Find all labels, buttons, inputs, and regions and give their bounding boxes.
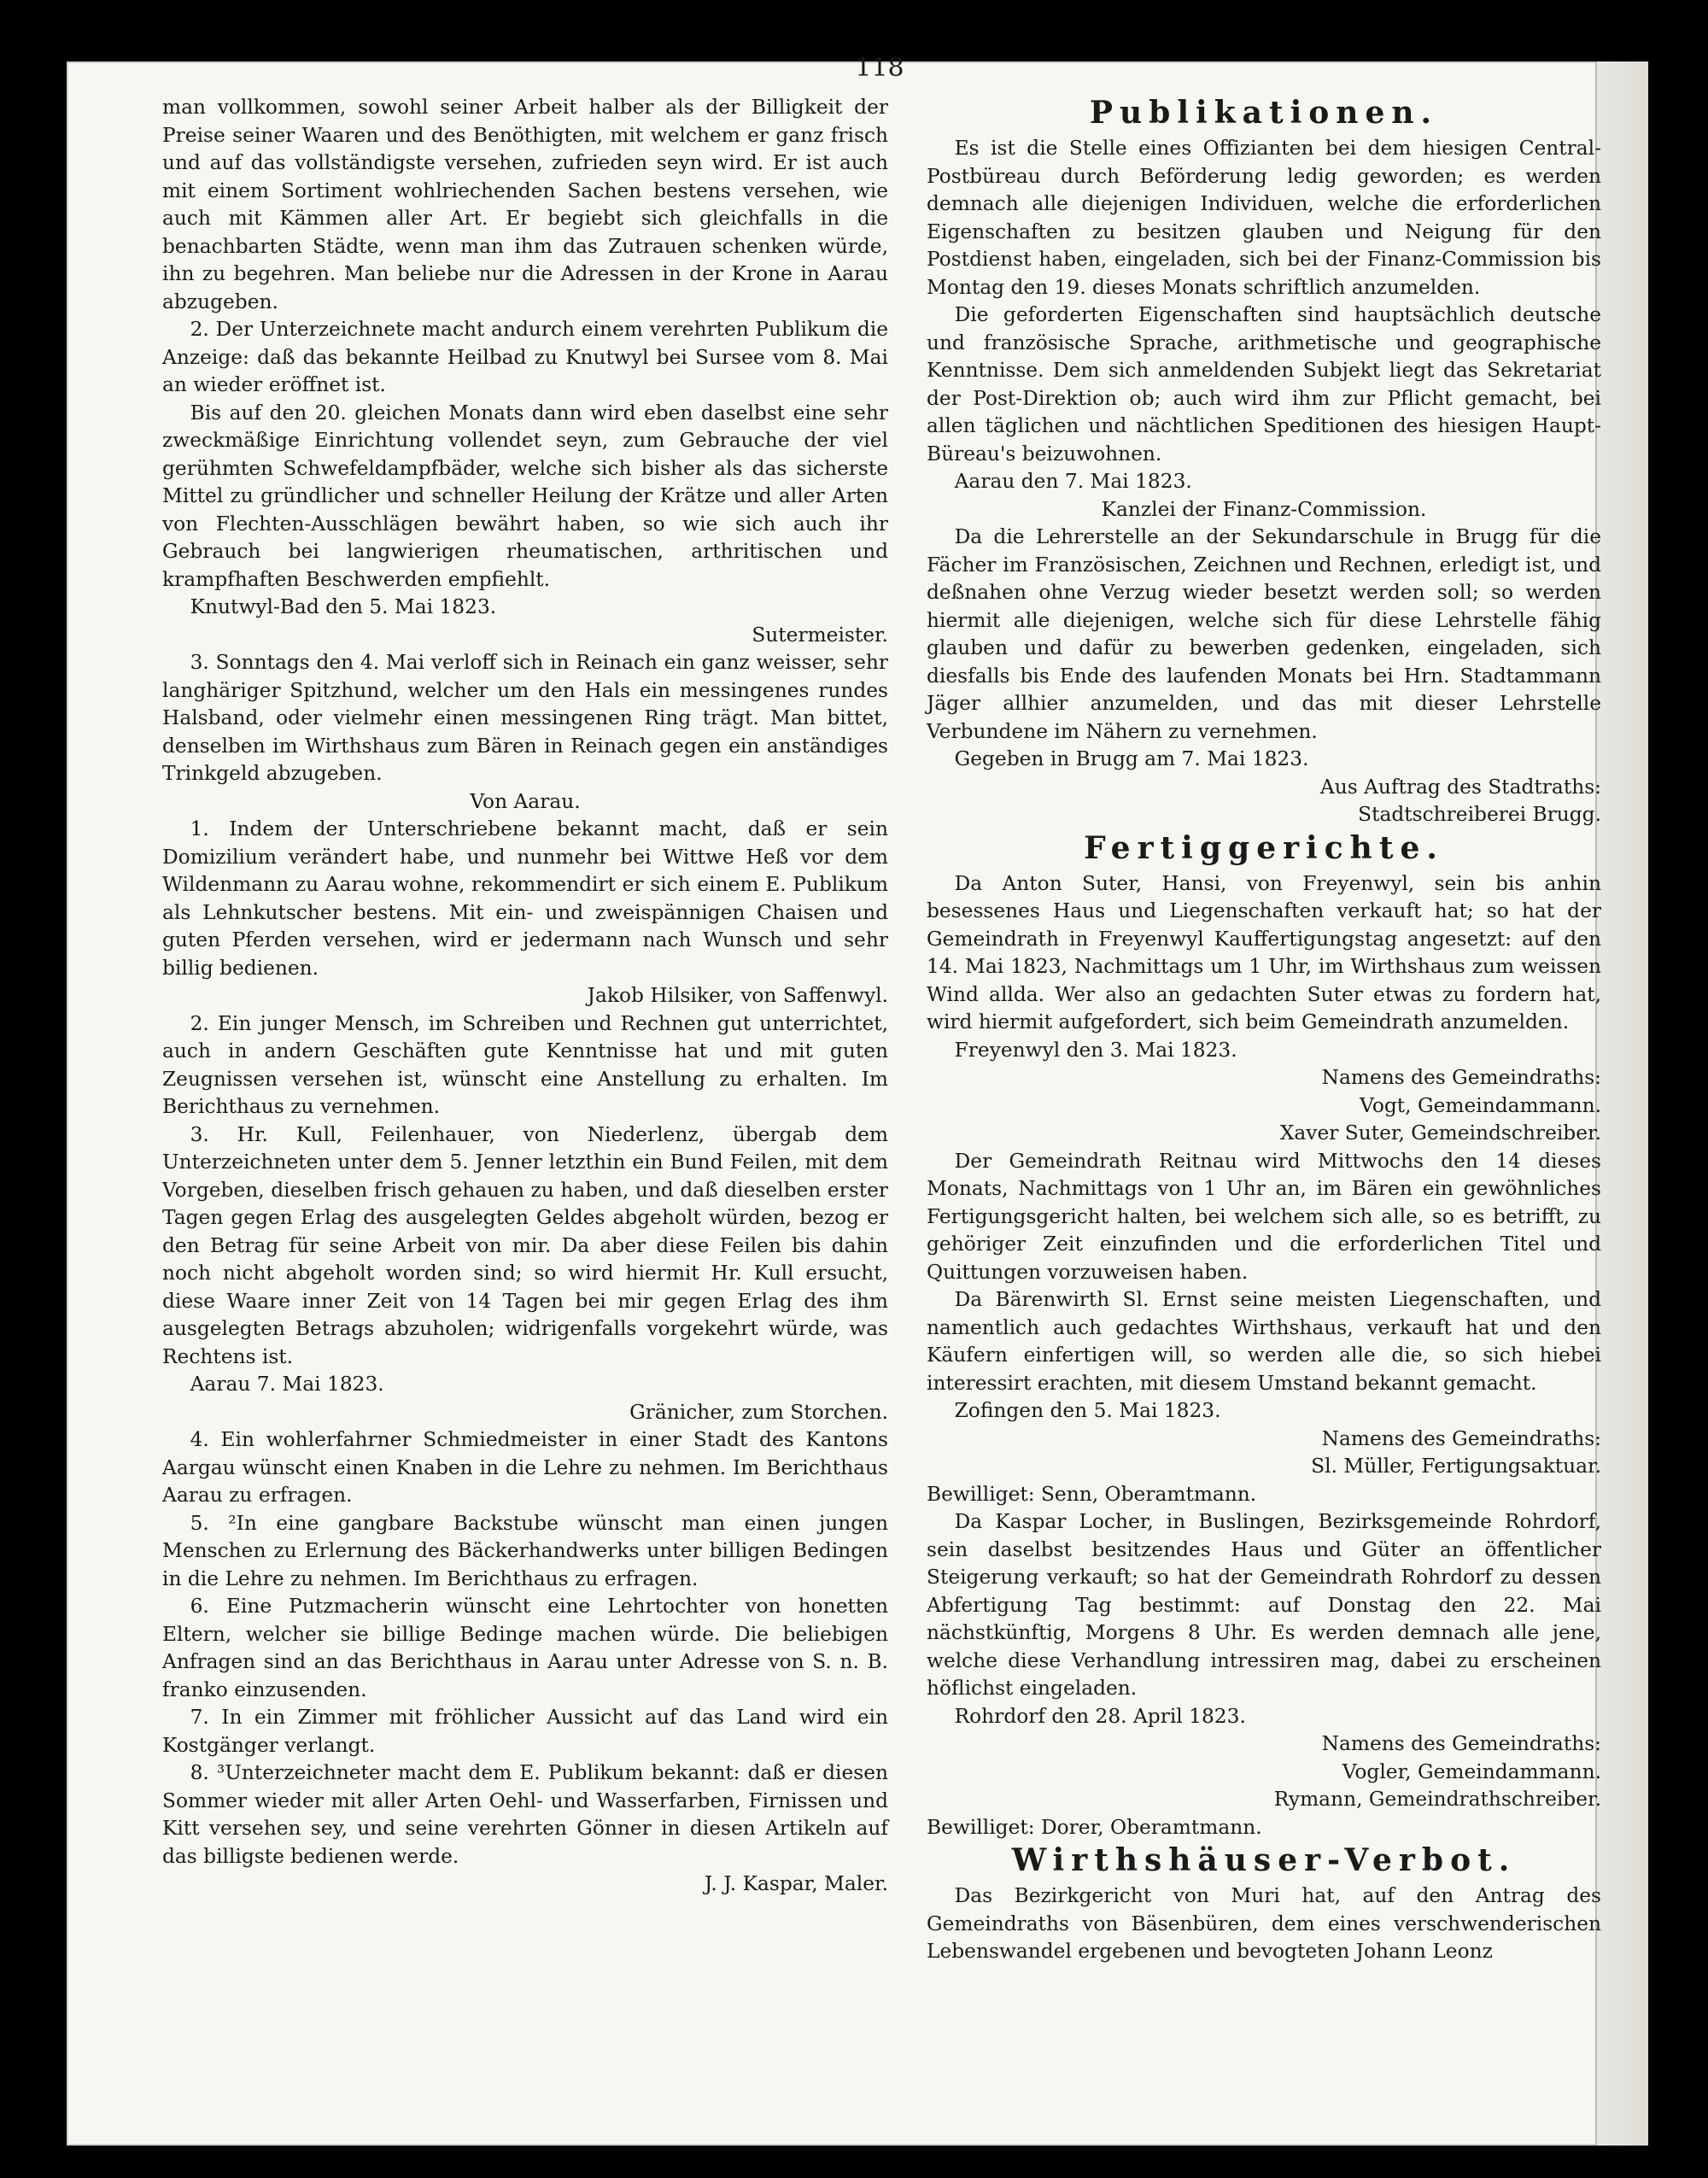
signature: Vogt, Gemeindammann.	[1360, 1093, 1601, 1117]
page-number: 118	[855, 53, 904, 83]
signature: Rymann, Gemeindrathschreiber.	[1273, 1788, 1601, 1811]
signature: Aus Auftrag des Stadtraths:	[1319, 775, 1601, 799]
signature: Namens des Gemeindraths:	[1321, 1066, 1601, 1089]
left-column	[162, 94, 888, 1899]
dateline: Knutwyl-Bad den 5. Mai 1823.	[190, 595, 497, 618]
signature: Sutermeister.	[752, 623, 888, 647]
dateline: Zofingen den 5. Mai 1823.	[954, 1399, 1221, 1422]
paragraph: Da die Lehrerstelle an der Sekundarschule in Brugg für die Fächer im Französischen, Zeichnen und Rechnen, erledigt ist, und deßnahen ohne Verzug wieder besetzt werden soll; so werden hiermit alle diejenigen, welche sich für diese Lehrstelle fähig glauben und dafür zu bewerben gedenken, eingeladen, sich diesfalls bis Ende des laufenden Monats bei Hrn. Stadtammann Jäger allhier anzumelden, und das mit dieser Lehrstelle Verbundene im Nähern zu vernehmen.	[927, 525, 1601, 743]
signature: Stadtschreiberei Brugg.	[1358, 803, 1601, 826]
signature: Namens des Gemeindraths:	[1321, 1732, 1601, 1755]
paragraph: Die geforderten Eigenschaften sind hauptsächlich deutsche und französische Sprache, arithmetische und geographische Kenntnisse. Dem sich anmeldenden Subjekt liegt das Sekretariat der Post-Direktion ob; auch wird ihm zur Pflicht gemacht, bei allen täglichen und nächtlichen Speditionen des hiesigen Haupt-Büreau's beizuwohnen.	[927, 303, 1601, 465]
approval-line: Bewilliget: Dorer, Oberamtmann.	[927, 1815, 1262, 1839]
signature: Xaver Suter, Gemeindschreiber.	[1279, 1121, 1601, 1145]
signature: Sl. Müller, Fertigungsaktuar.	[1311, 1455, 1601, 1478]
paragraph: Der Gemeindrath Reitnau wird Mittwochs den 14 dieses Monats, Nachmittags von 1 Uhr an, im Bären ein gewöhnliches Fertigungsgericht halten, bei welchem sich alle, so es betrifft, zu gehöriger Zeit einzufinden und die erforderlichen Titel und Quittungen vorzuweisen haben.	[927, 1149, 1601, 1284]
paragraph: 3. Sonntags den 4. Mai verloff sich in Reinach ein ganz weisser, sehr langhäriger Spitzhund, welcher um den Hals ein messingenes rundes Halsband, oder vielmehr einen messingenen Ring trägt. Man bittet, denselben im Wirthshaus zum Bären in Reinach gegen ein anständiges Trinkgeld abzugeben.	[162, 651, 888, 785]
section-subheading: Von Aarau.	[470, 789, 581, 813]
signature: Gränicher, zum Storchen.	[629, 1400, 888, 1424]
heading-fertiggerichte: Fertiggerichte.	[1084, 829, 1444, 866]
paragraph: Das Bezirkgericht von Muri hat, auf den Antrag des Gemeindraths von Bäsenbüren, dem eines verschwenderischen Lebenswandel ergebenen und bevogteten Johann Leonz	[927, 1884, 1601, 1963]
signature: J. J. Kaspar, Maler.	[704, 1872, 888, 1895]
paragraph: 2. Ein junger Mensch, im Schreiben und Rechnen gut unterrichtet, auch in andern Geschäften gute Kenntnisse hat und mit guten Zeugnissen versehen ist, wünscht eine Anstellung zu erhalten. Im Berichthaus zu vernehmen.	[162, 1011, 888, 1118]
paragraph: 3. Hr. Kull, Feilenhauer, von Niederlenz, übergab dem Unterzeichneten unter dem 5. Jenner letzthin ein Bund Feilen, mit dem Vorgeben, dieselben frisch gehauen zu haben, und daß dieselben erster Tagen gegen Erlag des ausgelegten Geldes abgeholt würden, bezog er den Betrag für seine Arbeit von mir. Da aber diese Feilen bis dahin noch nicht abgeholt worden sind; so wird hiermit Hr. Kull ersucht, diese Waare inner Zeit von 14 Tagen bei mir gegen Erlag des ihm ausgelegten Betrags abzuholen; widrigenfalls vorgekehrt würde, was Rechtens ist.	[162, 1122, 888, 1368]
paragraph: 7. In ein Zimmer mit fröhlicher Aussicht auf das Land wird ein Kostgänger verlangt.	[162, 1706, 888, 1757]
paragraph: 6. Eine Putzmacherin wünscht eine Lehrtochter von honetten Eltern, welcher sie billige Bedinge machen würde. Die beliebigen Anfragen sind an das Berichthaus in Aarau unter Adresse von S. n. B. franko einzusenden.	[162, 1595, 888, 1701]
paragraph: Da Bärenwirth Sl. Ernst seine meisten Liegenschaften, und namentlich auch gedachtes Wirthshaus, verkauft hat und den Käufern einfertigen will, so werden alle die, so sich hiebei interessirt erachten, mit diesem Umstand bekannt gemacht.	[927, 1288, 1601, 1395]
heading-wirthshaeuser-verbot: Wirthshäuser-Verbot.	[1011, 1842, 1517, 1878]
dateline: Aarau den 7. Mai 1823.	[954, 470, 1192, 493]
paragraph: Da Anton Suter, Hansi, von Freyenwyl, sein bis anhin besessenes Haus und Liegenschaften verkauft hat; so hat der Gemeindrath in Freyenwyl Kauffertigungstag angesetzt: auf den 14. Mai 1823, Nachmittags um 1 Uhr, im Wirthshaus zum weissen Wind allda. Wer also an gedachten Suter etwas zu fordern hat, wird hiermit aufgefordert, sich beim Gemeindrath anzumelden.	[927, 871, 1601, 1033]
paragraph: Bis auf den 20. gleichen Monats dann wird eben daselbst eine sehr zweckmäßige Einrichtung vollendet seyn, zum Gebrauche der viel gerühmten Schwefeldampfbäder, welche sich bisher als das sicherste Mittel zu gründlicher und schneller Heilung der Krätze und aller Arten von Flechten-Ausschlägen bewährt haben, so wie sich auch ihr Gebrauch bei langwierigen rheumatischen, arthritischen und krampfhaften Beschwerden empfiehlt.	[162, 401, 888, 591]
paragraph: 4. Ein wohlerfahrner Schmiedmeister in einer Stadt des Kantons Aargau wünscht einen Knaben in die Lehre zu nehmen. Im Berichthaus Aarau zu erfragen.	[162, 1428, 888, 1507]
right-column	[927, 94, 1601, 1966]
signature: Jakob Hilsiker, von Saffenwyl.	[587, 984, 888, 1007]
paragraph: Da Kaspar Locher, in Buslingen, Bezirksgemeinde Rohrdorf, sein daselbst besitzendes Haus und Güter an öffentlicher Steigerung verkauft; so hat der Gemeindrath Rohrdorf zu dessen Abfertigung Tag bestimmt: auf Donstag den 22. Mai nächstkünftig, Morgens 8 Uhr. Es werden demnach alle jene, welche diese Verhandlung intressiren mag, dabei zu erscheinen höflichst eingeladen.	[927, 1510, 1601, 1700]
paragraph: 2. Der Unterzeichnete macht andurch einem verehrten Publikum die Anzeige: daß das bekannte Heilbad zu Knutwyl bei Sursee vom 8. Mai an wieder eröffnet ist.	[162, 318, 888, 396]
dateline: Rohrdorf den 28. April 1823.	[954, 1704, 1246, 1728]
paragraph: 8. ³Unterzeichneter macht dem E. Publikum bekannt: daß er diesen Sommer wieder mit aller Arten Oehl- und Wasserfarben, Firnissen und Kitt versehen sey, und seine verehrten Gönner in diesen Artikeln auf das billigste bedienen werde.	[162, 1761, 888, 1868]
heading-publikationen: Publikationen.	[1089, 95, 1439, 131]
paragraph: Es ist die Stelle eines Offizianten bei dem hiesigen Central-Postbüreau durch Beförderung ledig geworden; es werden demnach alle diejenigen Individuen, welche die erforderlichen Eigenschaften zu besitzen glauben und Neigung für den Postdienst haben, eingeladen, sich bei der Finanz-Commission bis Montag den 19. dieses Monats schriftlich anzumelden.	[927, 137, 1601, 299]
dateline: Gegeben in Brugg am 7. Mai 1823.	[954, 747, 1309, 770]
signature: Kanzlei der Finanz-Commission.	[1101, 497, 1427, 521]
dateline: Aarau 7. Mai 1823.	[190, 1373, 384, 1396]
signature: Vogler, Gemeindammann.	[1342, 1759, 1601, 1783]
dateline: Freyenwyl den 3. Mai 1823.	[954, 1038, 1237, 1062]
next-page-edge	[1595, 61, 1648, 2146]
paragraph: man vollkommen, sowohl seiner Arbeit halber als der Billigkeit der Preise seiner Waaren und des Benöthigten, mit welchem er ganz frisch und auf das vollständigste versehen, zufrieden seyn wird. Er ist auch mit einem Sortiment wohlriechenden Sachen bestens versehen, wie auch mit Kämmen aller Art. Er begiebt sich gleichfalls in die benachbarten Städte, wenn man ihm das Zutrauen schenken würde, ihn zu begehren. Man beliebe nur die Adressen in der Krone in Aarau abzugeben.	[162, 96, 888, 313]
signature: Namens des Gemeindraths:	[1321, 1426, 1601, 1450]
paragraph: 1. Indem der Unterschriebene bekannt macht, daß er sein Domizilium verändert habe, und nunmehr bei Wittwe Heß vor dem Wildenmann zu Aarau wohne, rekommendirt er sich einem E. Publikum als Lehnkutscher bestens. Mit ein- und zweispännigen Chaisen und guten Pferden versehen, wird er jedermann nach Wunsch und sehr billig bedienen.	[162, 817, 888, 980]
paragraph: 5. ²In eine gangbare Backstube wünscht man einen jungen Menschen zu Erlernung des Bäckerhandwerks unter billigen Bedingen in die Lehre zu nehmen. Im Berichthaus zu erfragen.	[162, 1511, 888, 1590]
approval-line: Bewilliget: Senn, Oberamtmann.	[927, 1482, 1257, 1506]
